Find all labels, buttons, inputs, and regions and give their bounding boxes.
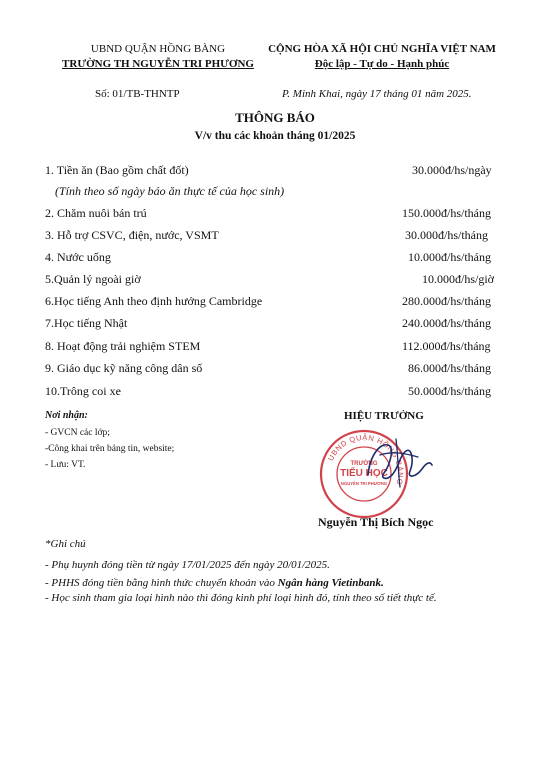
fee-price: 150.000đ/hs/tháng: [402, 206, 491, 220]
recipients-heading: Nơi nhận:: [45, 410, 88, 421]
signer-role: HIỆU TRƯỞNG: [344, 410, 424, 422]
fee-label: 4. Nước uống: [45, 250, 111, 264]
fee-label-note: (Tính theo số ngày báo ăn thực tế của học sinh): [55, 184, 285, 198]
fee-price: 50.000đ/hs/tháng: [408, 384, 491, 398]
fee-price: 10.000đ/hs/tháng: [408, 250, 491, 264]
stamp-ring-text: UBND QUẬN HỒNG BÀNG: [326, 432, 406, 487]
stamp-center-line: TRƯỜNG: [350, 461, 378, 467]
fee-label: 9. Giáo dục kỹ năng công dân số: [45, 361, 203, 375]
fee-label: 6.Học tiếng Anh theo định hướng Cambridge: [45, 294, 263, 308]
document-title: THÔNG BÁO: [235, 110, 315, 125]
fee-price: 112.000đ/hs/tháng: [402, 339, 491, 353]
fee-label: 2. Chăm nuôi bán trú: [45, 206, 147, 220]
fee-label: 5.Quản lý ngoài giờ: [45, 272, 141, 286]
note-item: [45, 577, 384, 589]
fee-label: 3. Hỗ trợ CSVC, điện, nước, VSMT: [45, 228, 219, 242]
note-item-text: - PHHS đóng tiền bằng hình thức chuyển khoản vào: [45, 577, 278, 589]
school-name: TRƯỜNG TH NGUYỄN TRI PHƯƠNG: [62, 58, 254, 70]
recipient-item: - Lưu: VT.: [45, 460, 86, 470]
recipient-item: - GVCN các lớp;: [45, 428, 110, 438]
stamp-center-line: TIỂU HỌC: [340, 468, 388, 479]
fee-price: 240.000đ/hs/tháng: [402, 316, 491, 330]
signer-name: Nguyễn Thị Bích Ngọc: [318, 515, 434, 529]
fee-label: 8. Hoạt động trải nghiệm STEM: [45, 339, 201, 353]
place-date: P. Minh Khai, ngày 17 tháng 01 năm 2025.: [282, 88, 472, 100]
fee-label: 10.Trông coi xe: [45, 384, 121, 398]
fee-price: 86.000đ/hs/tháng: [408, 361, 491, 375]
fee-price: 30.000đ/hs/tháng: [405, 228, 488, 242]
fee-price: 10.000đ/hs/giờ: [422, 272, 495, 286]
document-subtitle: V/v thu các khoản tháng 01/2025: [194, 130, 356, 142]
document-number: Số: 01/TB-THNTP: [95, 88, 180, 100]
fee-price: 280.000đ/hs/tháng: [402, 294, 491, 308]
stamp-center-line: NGUYỄN TRI PHƯƠNG: [340, 481, 388, 486]
authority-name: UBND QUẬN HỒNG BÀNG: [90, 43, 226, 55]
notes-heading: *Ghi chú: [45, 538, 86, 550]
note-bank-name: Ngân hàng Vietinbank.: [277, 577, 384, 589]
handwritten-signature-icon: [340, 425, 450, 505]
national-title: CỘNG HÒA XÃ HỘI CHỦ NGHĨA VIỆT NAM: [268, 43, 496, 55]
note-item: - Học sinh tham gia loại hình nào thì đóng kinh phí loại hình đó, tính theo số tiết thực tế.: [45, 592, 437, 604]
fee-label: 1. Tiền ăn (Bao gồm chất đốt): [45, 163, 189, 177]
fee-price: 30.000đ/hs/ngày: [412, 163, 492, 177]
national-motto: Độc lập - Tự do - Hạnh phúc: [314, 58, 450, 70]
recipient-item: -Công khai trên bảng tin, website;: [45, 444, 175, 454]
fee-label: 7.Học tiếng Nhật: [45, 316, 128, 330]
note-item: - Phụ huynh đóng tiền từ ngày 17/01/2025 đến ngày 20/01/2025.: [45, 559, 330, 571]
